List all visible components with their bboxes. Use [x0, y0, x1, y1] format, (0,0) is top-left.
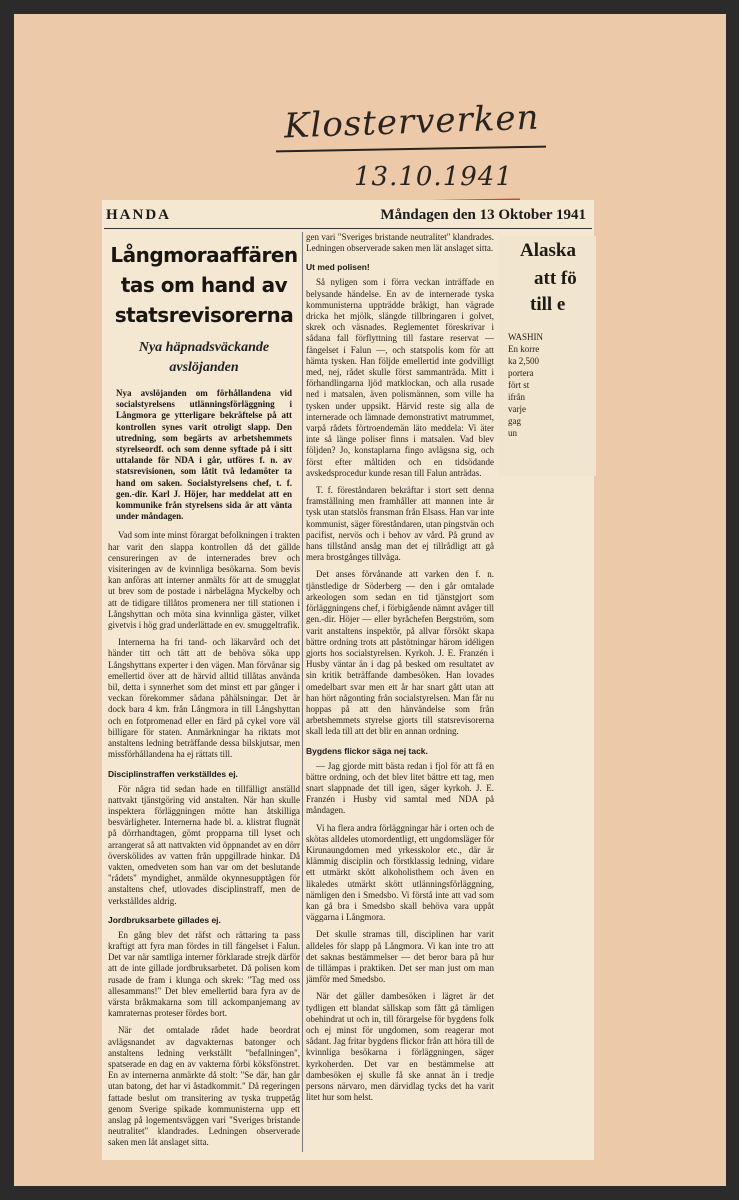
fragment-text-line: un: [508, 428, 517, 438]
fragment-text-line: varje: [508, 404, 526, 414]
paragraph: För några tid sedan hade en tillfälligt anställd nattvakt tjänstgöring vid anstalten. När han skulle inspektera förläggningen mötte han åtskilliga besvärligheter. Internerna hade bl. a. klistrat flugnät på dörrhandtagen, gömt propparna till lyset och arrangerat så att nattvakten vid öppnandet av en dörr överskölides av vatten från uppgillrade hinkar. Då vakten, omedveten som han var om det beslutande "rådets" myndighet, anmälde okynnesupptågen för anstaltens chef, utlovades disciplinstraff, men de verkställdes aldrig.: [108, 783, 300, 906]
headline-line: statsrevisorerna: [114, 303, 294, 327]
fragment-text-line: fört st: [508, 380, 530, 390]
article-column-1: [108, 232, 300, 1156]
section-heading: Bygdens flickor säga nej tack.: [306, 745, 428, 756]
article-column-2: [306, 232, 494, 1112]
newspaper-name: HANDA: [106, 207, 171, 223]
fragment-text-line: ifrån: [508, 392, 525, 402]
section-heading: Disciplinstraffen verkställdes ej.: [108, 768, 238, 779]
masthead: [104, 205, 592, 227]
fragment-text-line: En korre: [508, 344, 540, 354]
fragment-headline-line: Alaska: [520, 240, 576, 261]
paragraph: Så nyligen som i förra veckan inträffade en belysande händelse. En av de internerade tyska kommunisterna uppträdde bråkigt, han vägrade dricka het mjölk, slängde tillbringaren i golvet, skrek och väsnades. Reglementet föreskrivar i sådana fall förflyttning till fastare reservat — fängelset i Falun —, och statspolis kom för att hämta tysken. Han följde emellertid inte godvilligt med, nej, rådet skulle först sammanträda. Mitt i förhandlingarna ljöd matklockan, och alla rusade ned i matsalen, även polismännen, som ville ha tysken under uppsikt. Härvid reste sig alla de internerade och lämnade demonstrativt matrummet, varpå rådets förtroendemän läto meddela: Vi äter inte så länge poliser finns i matsalen. Vad blev följden? Jo, konstaplarna fingo avlägsna sig, och först efter måltiden och en tidsödande avskedsprocedur kunde resan till Falun anträdas.: [306, 277, 494, 478]
subhead-line: avslöjanden: [169, 360, 239, 375]
paragraph: Vi ha flera andra förläggningar här i orten och de skötas alldeles utomordentligt, ett ungdomsläger för Kirunaungdomen med yrkesskolor etc., där är klämmig disciplin och förstklassig ledning, vidare ett utmärkt skött alkoholisthem och även en likaledes utmärkt skött utlänningsförläggning, nämligen den i Smedsbo. Vi förstå inte att vad som kan gå bra i Smedsbo skall behöva vara uppåt väggarna i Långmora.: [306, 822, 494, 923]
article-lead: Nya avslöjanden om förhållandena vid socialstyrelsens utlänningsförläggning i Långmora ge ytterligare bekräftelse på att kontrollen synes varit otroligt slapp. Den utredning, som begärts av arbetshemmets styrelseordf. och som denne syftade på i sitt uttalande för NDA i går, utföres f. n. av statsrevisionen, som låtit två ledamöter ta hand om saken. Socialstyrelsens chef, t. f. gen.-dir. Karl J. Höjer, har meddelat att en kommunike från styrelsens sida är att vänta under måndagen.: [116, 388, 292, 522]
subhead-line: Nya häpnadsväckande: [138, 340, 270, 355]
paragraph: Vad som inte minst förargat befolkningen i trakten har varit den slappa kontrollen då det gällde censureringen av de internerades brev och visiteringen av de kvinnliga besökarna. Som bevis kan anföras att interner anmälts för att de smugglat ut brev som de postade i närbelägna Myckelby och att de tidigare tillåtos promenera ner till stationen i Långshyttan och möta sina kvinnliga gäster, vilket givetvis i hög grad underlättade en ev. smuggeltrafik.: [108, 530, 300, 631]
section-heading: Jordbruksarbete gillades ej.: [108, 914, 221, 925]
paragraph: När det omtalade rådet hade beordrat avlägsnandet av dagvakternas batonger och anstaltens ledning verkställt "befallningen", spatserade en dag en av vakterna förbi köksfönstret. En av internerna anmärkte då stolt: "Se där, han går utan batong, det har vi åstadkommit." Då regeringen fattade beslut om transitering av tyska truppetåg genom Sverige spikade kommunisterna upp ett anslag på logementsväggen vari "Sveriges bristande neutralitet" klandrades. Ledningen observerade saken men lät anslaget sitta.: [108, 1025, 300, 1148]
paragraph: — Jag gjorde mitt bästa redan i fjol för att få en bättre ordning, och det blev litet bättre ett tag, men snart slappnade det till igen, säger kyrkoh. J. E. Franzén i Husby vid samtal med NDA på måndagen.: [306, 760, 494, 816]
fragment-text-line: WASHIN: [508, 332, 543, 342]
column-divider: [302, 232, 303, 1152]
title-underline: [276, 146, 546, 153]
paragraph: En gång blev det räfst och rättaring ta pass kraftigt att fyra man fördes in till fängelset i Falun. Det var när samtliga interner förklarade strejk därför att de inte gillade jordbruksarbetet. Då polisen kom rusade de fram i klunga och skrek: "Tag med oss allesammans!" Det blev emellertid bara fyra av de värsta bråkmakarna som till ackompanjemang av kamraternas proteser fördes bort.: [108, 929, 300, 1019]
handwritten-title: Klosterverken: [283, 97, 541, 147]
paragraph-continued: gen vari "Sveriges bristande neutralitet" klandrades. Ledningen observerade saken men lät anslaget sitta.: [306, 232, 494, 254]
handwritten-date: 13.10.1941: [354, 162, 513, 192]
paragraph: När det gäller dambesöken i lägret är det tydligen ett blandat sällskap som fått gå tämligen obehindrat ut och in, till förargelse för bygdens folk och ej minst för ungdomen, som reagerar mot sådant. Jag fritar bygdens flickor från att höra till de kvinnliga besökarna i förläggningen, säger kyrkoherden. Det var en bestämmelse att dambesöken ej skulle få ske annat än i tredje persons närvaro, men därvidlag tycks det ha varit litet hur som helst.: [306, 991, 494, 1103]
article-headline: [108, 240, 300, 330]
article-subhead: [108, 338, 300, 378]
fragment-text-line: ka 2,500: [508, 356, 539, 366]
fragment-text-line: gag: [508, 416, 521, 426]
paragraph: Internerna ha fri tand- och läkarvård och det händer titt och tätt att de behöva söka upp Långshyttans experter i den vägen. Man förvånar sig emellertid över att de härvid alltid tillåtas använda bil, detta i synnerhet som det minst ett par gånger i veckan förekommer sådana påhälsningar. Det är dock bara 4 km. från Långmora in till Långshyttan och en fotpromenad eller en färd på cykel vore väl billigare för staten. Anmärkningar ha riktats mot anstaltens ledning beträffande dessa bilskjutsar, men missförhållandena ha ej rättats till.: [108, 637, 300, 760]
fragment-headline-line: att fö: [534, 268, 577, 289]
paragraph: Det skulle stramas till, disciplinen har varit alldeles för slapp på Långmora. Vi kan inte tro att det saknas bestämmelser — det beror bara på hur de tillämpas i praktiken. Det ser man just om man jämför med Smedsbo.: [306, 929, 494, 985]
paragraph: Det anses förvånande att varken den f. n. tjänstledige dr Söderberg — den i går omtalade arkeologen som sedan en tid tjänstgjort som förläggningens chef, i förbigående nämnt avåger till gen.-dir. Höjer — eller byråchefen Bergström, som varit anstaltens inspektör, på allvar försökt skapa bättre ordning trots att påstötningar härom idéligen gjorts hos socialstyrelsen. Kyrkoh. J. E. Franzén i Husby väntar än i dag på besked om resultatet av sin kritik beträffande dambesöken. Han lovades omedelbart svar men ett år har snart gått utan att han hört någonting från socialstyrelsen. Man får nu hoppas på att den hänvändelse som från arbetshemmets styrelse gjorts till statsrevisorerna skall leda till att det blir en annan ordning.: [306, 569, 494, 737]
masthead-rule: [104, 228, 592, 229]
section-heading: Ut med polisen!: [306, 262, 370, 273]
adjacent-article-fragment: [498, 236, 596, 476]
issue-date: Måndagen den 13 Oktober 1941: [380, 207, 586, 223]
headline-line: tas om hand av: [120, 273, 288, 297]
fragment-text-line: portera: [508, 368, 534, 378]
headline-line: Långmoraaffären: [110, 243, 298, 267]
fragment-headline-line: till e: [530, 294, 566, 315]
paragraph: T. f. föreståndaren bekräftar i stort sett denna framställning men framhåller att mannen inte är tysk utan statslös fransman från Elsass. Han var inte kommunist, säger föreståndaren, utan pingstvän och pacifist, nervös och i behov av vård. På grund av hans tillstånd ansåg man det ej tillrådligt att gå mera brostgånges tillväga.: [306, 485, 494, 563]
